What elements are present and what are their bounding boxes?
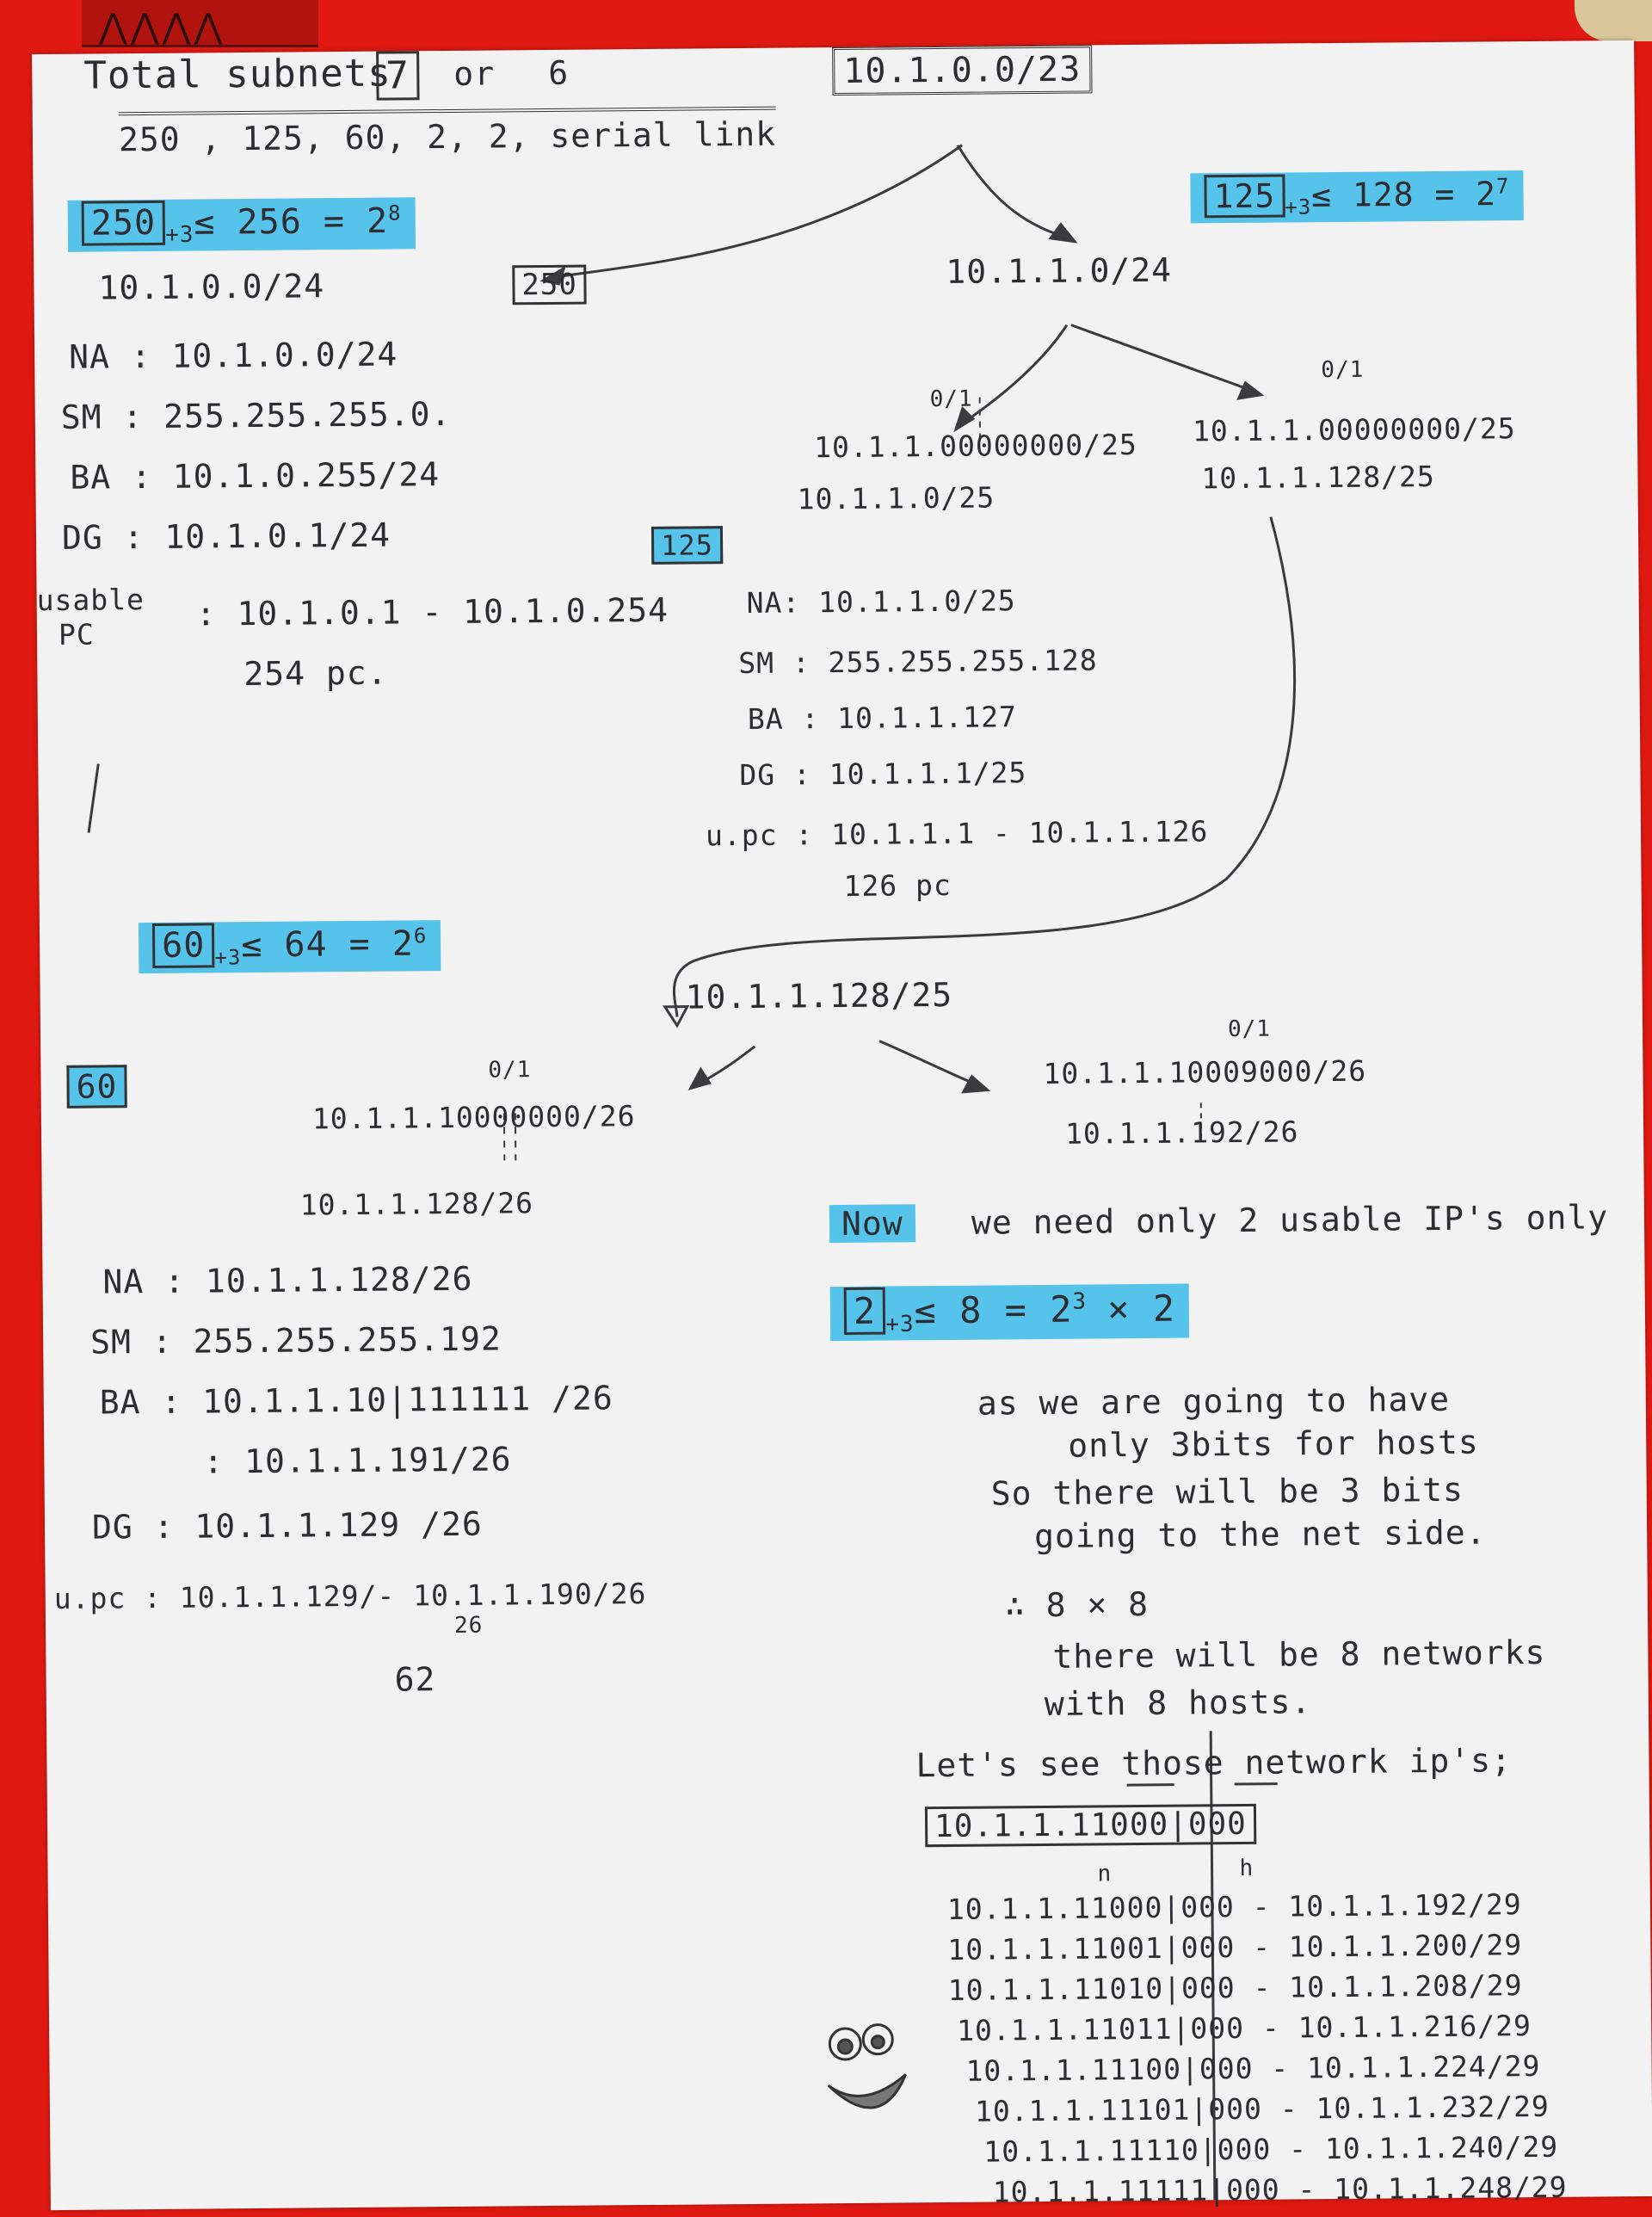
subnet-29-row-4: 10.1.1.11011|000 - 10.1.1.216/29 xyxy=(957,2009,1532,2047)
upc-125: u.pc : 10.1.1.1 - 10.1.1.126 xyxy=(705,814,1209,853)
net-bits-label: n xyxy=(1097,1861,1113,1887)
subnet-29-row-5: 10.1.1.11100|000 - 10.1.1.224/29 xyxy=(965,2048,1541,2088)
host-bits-label: h xyxy=(1239,1855,1254,1882)
usable-label-250: usable xyxy=(36,583,145,618)
formula-60-exp: 6 xyxy=(413,923,428,948)
explanation-line-4: going to the net side. xyxy=(1033,1513,1487,1556)
tag-60: 60 xyxy=(66,1065,126,1108)
count-60: 62 xyxy=(394,1660,436,1699)
formula-2-exp: 3 xyxy=(1072,1288,1088,1315)
therefore-line: ∴ 8 × 8 xyxy=(1004,1584,1150,1625)
subnet-29-row-2: 10.1.1.11001|000 - 10.1.1.200/29 xyxy=(947,1928,1523,1967)
left-binary-60: 10.1.1.10000000/26 xyxy=(311,1099,636,1136)
smiley-doodle xyxy=(828,2024,906,2108)
formula-250-rest: ≤ 256 = 2 xyxy=(194,201,389,243)
ba2-60: : 10.1.1.191/26 xyxy=(203,1440,512,1481)
formula-125-exp: 7 xyxy=(1495,174,1510,199)
formula-2-box: 2 xyxy=(844,1288,886,1335)
formula-125-rest: ≤ 128 = 2 xyxy=(1310,174,1497,214)
formula-250-box: 250 xyxy=(82,201,166,246)
split-label-60-left: 0/1 xyxy=(488,1057,532,1084)
explanation-line-6: with 8 hosts. xyxy=(1044,1683,1312,1723)
formula-2 xyxy=(830,1283,1190,1341)
formula-250 xyxy=(68,197,416,252)
usable-range-250: : 10.1.0.1 - 10.1.0.254 xyxy=(195,590,669,633)
total-subnets-label: Total subnets xyxy=(83,51,391,98)
upc-60: u.pc : 10.1.1.129/- 10.1.1.190/26 xyxy=(53,1577,647,1616)
background-box-top-left xyxy=(82,0,318,47)
right-network-125: 10.1.1.128/25 xyxy=(1201,459,1435,496)
right-network-60: 10.1.1.192/26 xyxy=(1064,1115,1299,1151)
left-network-125: 10.1.1.0/25 xyxy=(797,480,996,516)
subnet-29-row-1: 10.1.1.11000|000 - 10.1.1.192/29 xyxy=(946,1887,1522,1926)
subnet-29-row-3: 10.1.1.11010|000 - 10.1.1.208/29 xyxy=(947,1968,1523,2007)
upc-sub-60: 26 xyxy=(453,1612,484,1639)
na-60: NA : 10.1.1.128/26 xyxy=(102,1259,473,1301)
subnet-29-row-8: 10.1.1.11111|000 - 10.1.1.248/29 xyxy=(992,2170,1568,2209)
sm-60: SM : 255.255.255.192 xyxy=(89,1319,502,1362)
formula-2-rest: ≤ 8 = 2 xyxy=(914,1288,1073,1332)
dg-60: DG : 10.1.1.129 /26 xyxy=(91,1504,483,1547)
ba-250: BA : 10.1.0.255/24 xyxy=(70,455,441,497)
subnets-alt-count: 6 xyxy=(548,53,570,92)
zigzag-decoration: ⋀⋀⋀⋀ xyxy=(99,7,226,46)
dg-125: DG : 10.1.1.1/25 xyxy=(739,756,1027,793)
formula-2-times: × 2 xyxy=(1106,1287,1176,1331)
na-250: NA : 10.1.0.0/24 xyxy=(68,335,398,376)
formula-60-rest: ≤ 64 = 2 xyxy=(241,923,415,966)
formula-60 xyxy=(139,920,441,973)
formula-250-plus: +3 xyxy=(165,221,194,249)
host-requirements: 250 , 125, 60, 2, 2, serial link xyxy=(119,107,777,159)
left-network-60: 10.1.1.128/26 xyxy=(299,1186,534,1222)
dg-250: DG : 10.1.0.1/24 xyxy=(61,516,391,557)
formula-125-plus: +3 xyxy=(1285,195,1312,219)
network-250: 10.1.0.0/24 xyxy=(98,267,325,307)
tag-250: 250 xyxy=(512,265,587,306)
split-label-125-right: 0/1 xyxy=(1321,356,1365,384)
sm-125: SM : 255.255.255.128 xyxy=(738,643,1098,681)
right-binary-60: 10.1.1.10009000/26 xyxy=(1043,1053,1367,1090)
background-object-top-right xyxy=(1575,0,1652,41)
pc-count-250: 254 pc. xyxy=(243,653,388,694)
formula-2-plus: +3 xyxy=(885,1311,915,1337)
subnets-count-boxed: 7 xyxy=(376,51,419,100)
notes-paper xyxy=(32,40,1652,2210)
subnet-29-row-7: 10.1.1.11110|000 - 10.1.1.240/29 xyxy=(983,2129,1559,2169)
binary-header-box: 10.1.1.11000|000 xyxy=(925,1804,1256,1847)
need-usable-text: we need only 2 usable IP's only xyxy=(971,1198,1609,1242)
explanation-line-1: as we are going to have xyxy=(977,1380,1451,1423)
explanation-line-3: So there will be 3 bits xyxy=(990,1470,1464,1513)
sm-250: SM : 255.255.255.0. xyxy=(60,394,452,436)
formula-250-exp: 8 xyxy=(387,201,402,225)
right-binary-125: 10.1.1.00000000/25 xyxy=(1192,411,1516,448)
base-network-boxed: 10.1.0.0/23 xyxy=(832,45,1092,96)
formula-60-box: 60 xyxy=(152,923,215,969)
split-label-125-left: 0/1 xyxy=(929,386,973,413)
formula-125 xyxy=(1190,170,1523,224)
now-label: Now xyxy=(829,1204,915,1243)
formula-60-plus: +3 xyxy=(214,945,242,970)
or-label: or xyxy=(453,54,496,93)
ba-125: BA : 10.1.1.127 xyxy=(747,700,1018,736)
formula-125-box: 125 xyxy=(1204,174,1285,218)
ba-60: BA : 10.1.1.10|111111 /26 xyxy=(99,1379,613,1422)
explanation-line-2: only 3bits for hosts xyxy=(1068,1423,1479,1465)
pc-count-125: 126 pc xyxy=(843,868,952,903)
lets-see-line: Let's see those network ip's; xyxy=(915,1741,1513,1785)
pc-label-250: PC xyxy=(58,617,95,652)
left-binary-125: 10.1.1.00000000/25 xyxy=(813,427,1137,465)
tag-125: 125 xyxy=(651,526,723,565)
split-label-60-right: 0/1 xyxy=(1227,1016,1272,1043)
parent-network-60: 10.1.1.128/25 xyxy=(685,975,953,1016)
explanation-line-5: there will be 8 networks xyxy=(1052,1633,1546,1676)
subnet-29-row-6: 10.1.1.11101|000 - 10.1.1.232/29 xyxy=(974,2089,1550,2128)
network-125: 10.1.1.0/24 xyxy=(946,250,1173,291)
na-125: NA: 10.1.1.0/25 xyxy=(746,584,1016,620)
